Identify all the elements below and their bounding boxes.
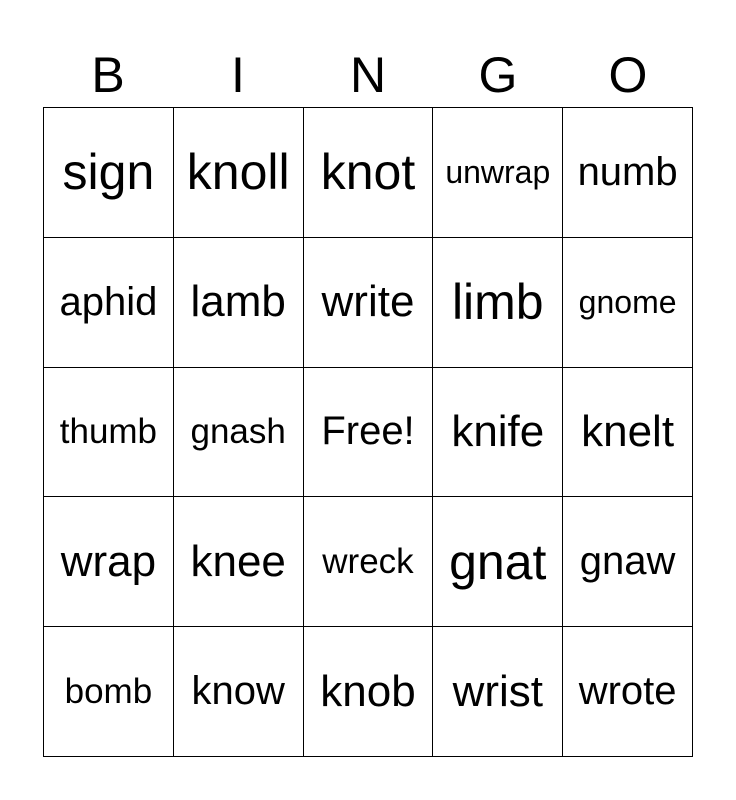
bingo-cell: limb	[433, 238, 563, 368]
bingo-cell: write	[304, 238, 434, 368]
bingo-cell: knelt	[563, 368, 693, 498]
bingo-cell: knob	[304, 627, 434, 757]
bingo-cell: wreck	[304, 497, 434, 627]
bingo-cell: unwrap	[433, 108, 563, 238]
free-space-cell: Free!	[304, 368, 434, 498]
bingo-cell: gnat	[433, 497, 563, 627]
bingo-cell: thumb	[44, 368, 174, 498]
bingo-cell: knoll	[174, 108, 304, 238]
bingo-cell: know	[174, 627, 304, 757]
header-letter-i: I	[231, 47, 245, 103]
bingo-cell: wrist	[433, 627, 563, 757]
bingo-cell: gnome	[563, 238, 693, 368]
header-letter-g: G	[478, 47, 518, 103]
header-letter-o: O	[608, 47, 648, 103]
bingo-cell: aphid	[44, 238, 174, 368]
bingo-cell: numb	[563, 108, 693, 238]
bingo-cell: wrap	[44, 497, 174, 627]
bingo-cell: knife	[433, 368, 563, 498]
bingo-cell: knee	[174, 497, 304, 627]
bingo-cell: knot	[304, 108, 434, 238]
bingo-header	[43, 44, 693, 106]
bingo-cell: sign	[44, 108, 174, 238]
bingo-cell: lamb	[174, 238, 304, 368]
bingo-grid	[43, 107, 693, 757]
bingo-cell: gnash	[174, 368, 304, 498]
header-letter-b: B	[91, 47, 125, 103]
bingo-cell: wrote	[563, 627, 693, 757]
bingo-cell: bomb	[44, 627, 174, 757]
bingo-cell: gnaw	[563, 497, 693, 627]
header-letter-n: N	[349, 47, 387, 103]
